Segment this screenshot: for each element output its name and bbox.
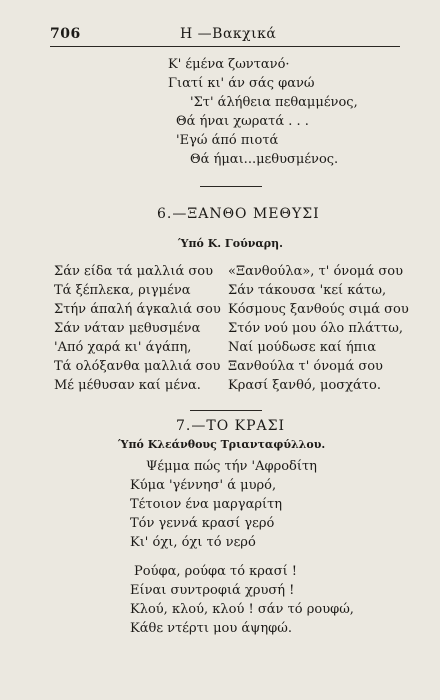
section-7-stanza-2: [130, 562, 354, 638]
verse-line: Σάν είδα τά μαλλιά σου: [54, 264, 213, 279]
verse-line: Κ' έμένα ζωντανό·: [168, 57, 290, 72]
verse-line: Κρασί ξανθό, μοσχάτο.: [228, 378, 381, 393]
section-7-title: 7.—ΤΟ ΚΡΑΣΙ: [176, 418, 286, 434]
verse-line: Τέτοιον ένα μαργαρίτη: [130, 497, 283, 512]
verse-line: Ρούφα, ρούφα τό κρασί !: [134, 564, 298, 579]
verse-line: «Ξανθούλα», τ' όνομά σου: [228, 264, 403, 279]
verse-line: Θά ήμαι...μεθυσμένος.: [190, 152, 339, 167]
section-6-left-column: [54, 262, 221, 395]
verse-line: Ξανθούλα τ' όνομά σου: [228, 359, 383, 374]
running-title: Η —Βακχικά: [180, 26, 277, 42]
page-number: 706: [50, 26, 81, 42]
section-7-byline: Ύπό Κλεάνθους Τριανταφύλλου.: [118, 438, 326, 451]
page-header: [50, 26, 400, 46]
verse-line: Τόν γεννά κρασί γερό: [130, 516, 275, 531]
section-7-stanza-1: [130, 457, 317, 552]
verse-line: 'Εγώ άπό πιοτά: [176, 133, 279, 148]
poem-top-stanza: [160, 55, 358, 169]
verse-line: Ψέμμα πώς τήν 'Αφροδίτη: [146, 459, 317, 474]
header-rule: [50, 46, 400, 47]
verse-line: Τά ξέπλεκα, ριγμένα: [54, 283, 191, 298]
section-divider: [200, 186, 262, 187]
verse-line: Μέ μέθυσαν καί μένα.: [54, 378, 201, 393]
verse-line: 'Στ' άλήθεια πεθαμμένος,: [190, 95, 358, 110]
verse-line: Ναί μούδωσε καί ήπια: [228, 340, 377, 355]
verse-line: 'Από χαρά κι' άγάπη,: [54, 340, 192, 355]
verse-line: Θά ήναι χωρατά . . .: [176, 114, 309, 129]
section-divider: [190, 410, 262, 411]
verse-line: Σάν τάκουσα 'κεί κάτω,: [228, 283, 387, 298]
section-6-title: 6.—ΞΑΝΘΟ ΜΕΘΥΣΙ: [157, 206, 320, 222]
verse-line: Στήν άπαλή άγκαλιά σου: [54, 302, 221, 317]
verse-line: Κάθε ντέρτι μου άψηφώ.: [130, 621, 292, 636]
verse-line: Κόσμους ξανθούς σιμά σου: [228, 302, 409, 317]
verse-line: Κι' όχι, όχι τό νερό: [130, 535, 256, 550]
verse-line: Τά ολόξανθα μαλλιά σου: [54, 359, 221, 374]
verse-line: Στόν νού μου όλο πλάττω,: [228, 321, 404, 336]
verse-line: Είναι συντροφιά χρυσή !: [130, 583, 295, 598]
verse-line: Κύμα 'γέννησ' ά μυρό,: [130, 478, 277, 493]
verse-line: Σάν νάταν μεθυσμένα: [54, 321, 201, 336]
section-6-right-column: [228, 262, 409, 395]
verse-line: Κλού, κλού, κλού ! σάν τό ρουφώ,: [130, 602, 354, 617]
section-6-byline: Ύπό Κ. Γούναρη.: [178, 237, 283, 250]
verse-line: Γιατί κι' άν σάς φανώ: [168, 76, 315, 91]
